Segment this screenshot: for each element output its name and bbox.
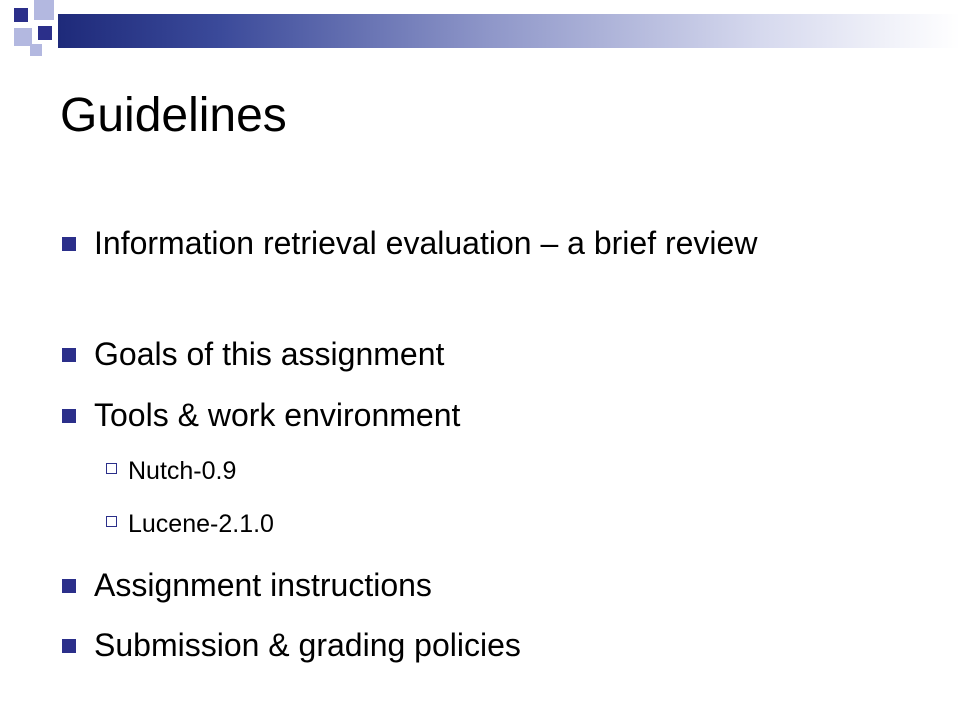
bullet-item xyxy=(62,397,862,437)
hollow-square-bullet-icon xyxy=(106,516,117,527)
bullet-text: Information retrieval evaluation – a brief review xyxy=(94,225,758,261)
bullet-item xyxy=(62,627,862,667)
square-bullet-icon xyxy=(62,579,76,593)
bullet-text: Submission & grading policies xyxy=(94,627,521,663)
bullet-text: Goals of this assignment xyxy=(94,336,445,372)
bullet-item xyxy=(62,567,862,607)
sub-bullet-item xyxy=(106,457,706,487)
bullet-text: Tools & work environment xyxy=(94,397,461,433)
slide-title: Guidelines xyxy=(60,89,287,142)
bullet-item xyxy=(62,225,862,305)
square-bullet-icon xyxy=(62,409,76,423)
sub-bullet-text: Nutch-0.9 xyxy=(128,457,237,485)
square-bullet-icon xyxy=(62,237,76,251)
square-bullet-icon xyxy=(62,639,76,653)
square-bullet-icon xyxy=(62,348,76,362)
hollow-square-bullet-icon xyxy=(106,463,117,474)
bullet-text: Assignment instructions xyxy=(94,567,432,603)
sub-bullet-text: Lucene-2.1.0 xyxy=(128,510,274,538)
bullet-item xyxy=(62,336,862,376)
sub-bullet-item xyxy=(106,510,706,540)
